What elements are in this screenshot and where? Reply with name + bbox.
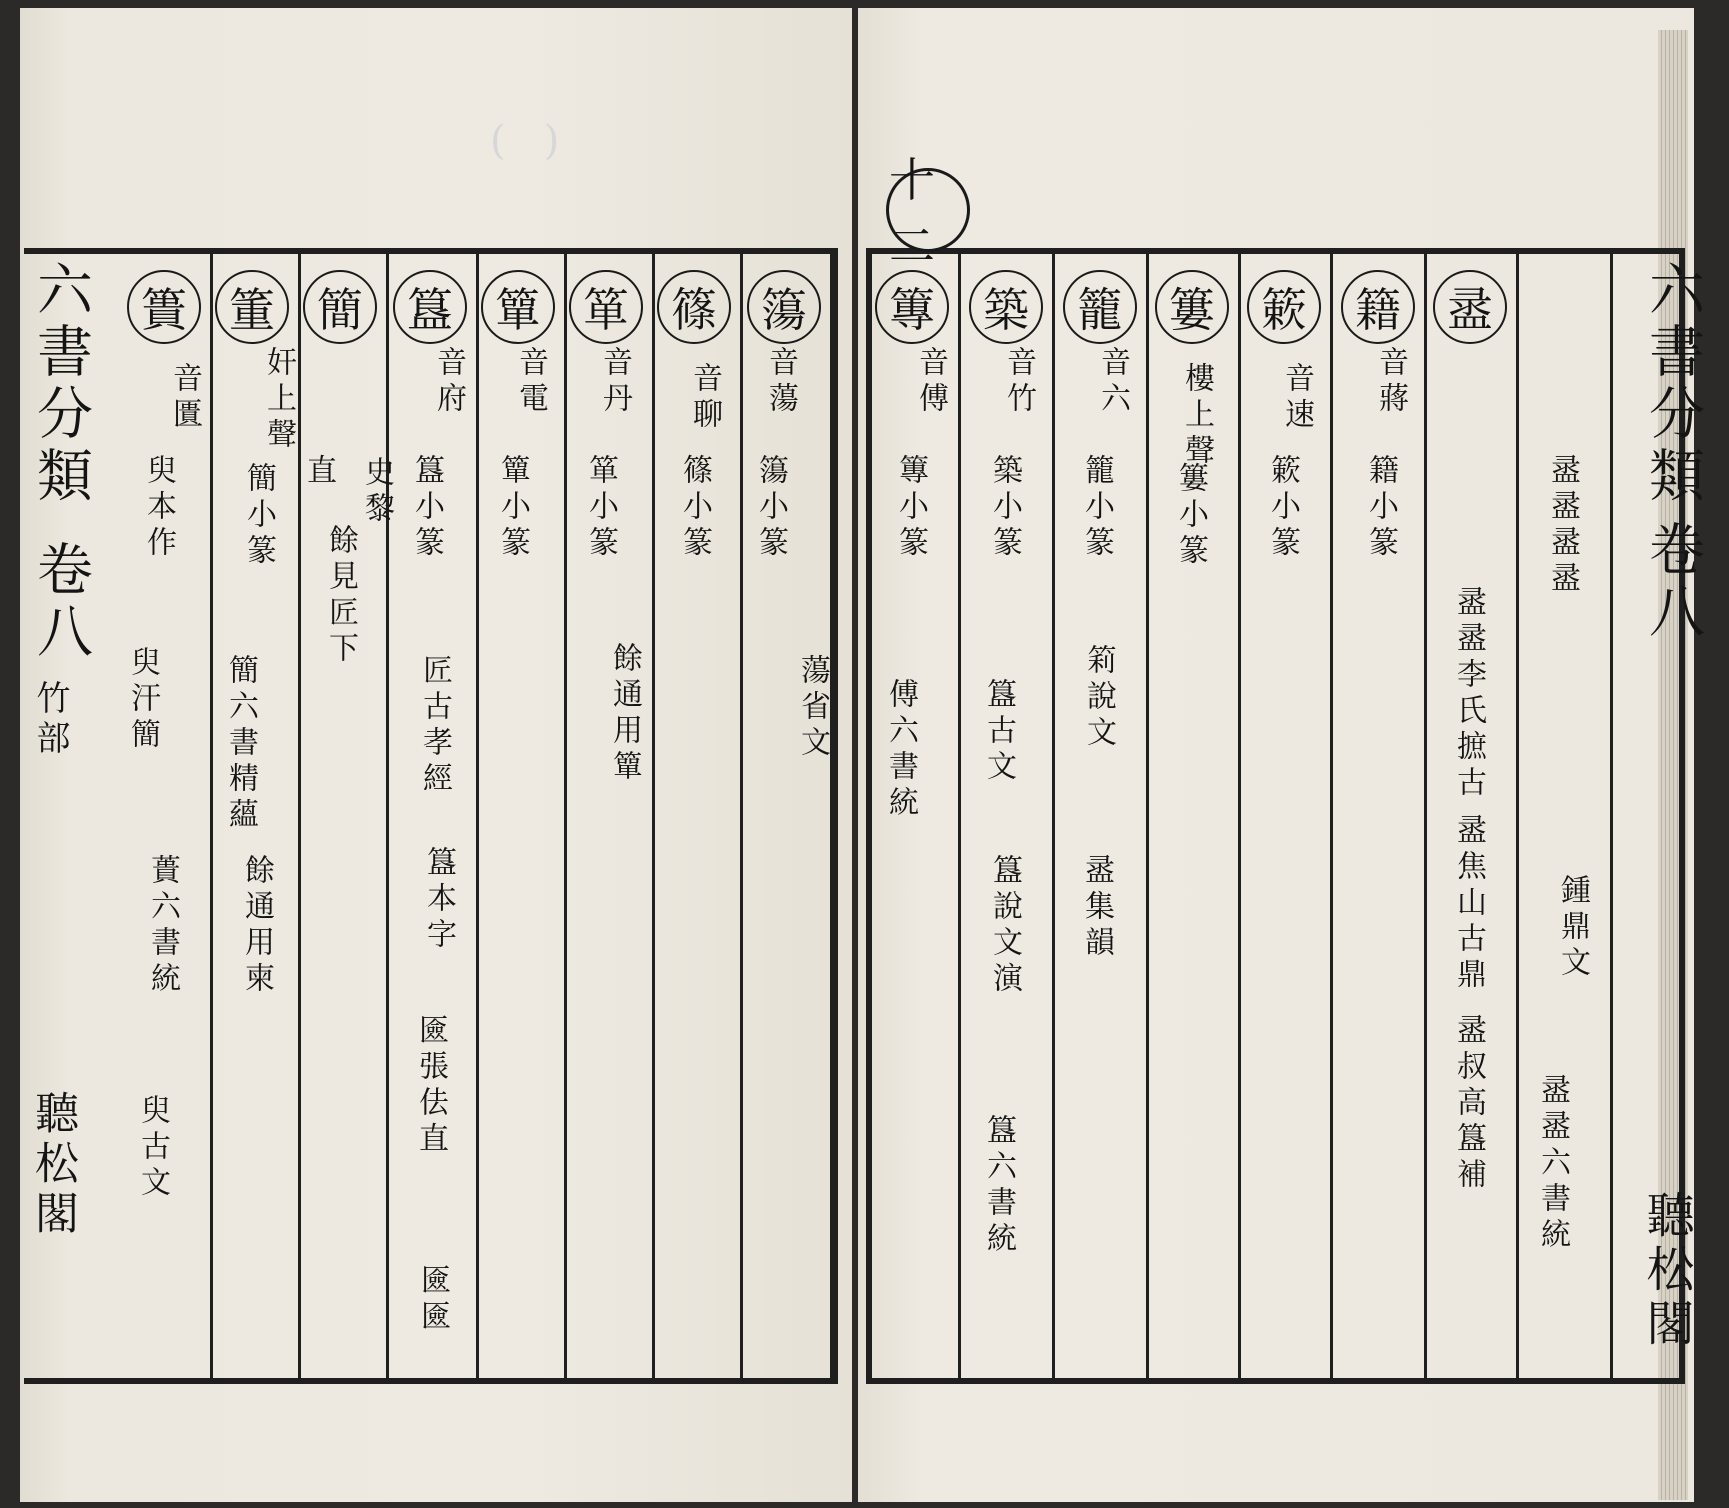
entry-text: 盝盝李氏摭古 xyxy=(1451,586,1486,802)
entry-text: 音府 xyxy=(431,346,466,418)
right_cols-column xyxy=(868,254,961,1378)
entry-headword: 簡 xyxy=(303,270,377,344)
left_cols-column xyxy=(120,254,213,1378)
left-margin-volume: 卷八 xyxy=(28,540,93,664)
bleed-through: ( ) xyxy=(490,118,560,164)
entry-text: 奸上聲 xyxy=(261,346,296,454)
entry-text: 蕢六書統 xyxy=(145,854,180,998)
left-margin-section: 竹部 xyxy=(30,680,70,760)
entry-headword: 箪 xyxy=(569,270,643,344)
entry-headword: 盝 xyxy=(1433,270,1507,344)
entry-headword: 箽 xyxy=(215,270,289,344)
right_cols-column xyxy=(1240,254,1333,1378)
right_cols-column xyxy=(1520,254,1613,1378)
entry-headword: 篠 xyxy=(657,270,731,344)
left_cols-column xyxy=(474,254,567,1378)
entry-text: 盝叔高簋補 xyxy=(1451,1014,1486,1194)
right-margin-volume: 卷八 xyxy=(1640,520,1705,644)
left_cols-column xyxy=(562,254,655,1378)
entry-text: 音丹 xyxy=(597,346,632,418)
entry-text: 蕩省文 xyxy=(795,654,830,762)
entry-text: 篠小篆 xyxy=(677,454,712,562)
entry-text: 音電 xyxy=(513,346,548,418)
entry-headword: 簌 xyxy=(1247,270,1321,344)
entry-text: 匳張佉直 xyxy=(413,1014,448,1158)
entry-headword: 篿 xyxy=(875,270,949,344)
entry-text: 盝盝盝盝 xyxy=(1545,454,1580,598)
left_cols-column xyxy=(208,254,301,1378)
entry-text: 餘見匠下 xyxy=(323,524,358,668)
entry-headword: 簞 xyxy=(481,270,555,344)
entry-text: 簡小篆 xyxy=(241,462,276,570)
entry-text: 簋小篆 xyxy=(409,454,444,562)
entry-text: 匳匳 xyxy=(415,1264,450,1336)
left_cols-column xyxy=(650,254,743,1378)
entry-text: 鍾鼎文 xyxy=(1555,874,1590,982)
entry-text: 音蔣 xyxy=(1373,346,1408,418)
entry-headword: 簣 xyxy=(127,270,201,344)
entry-text: 籠小篆 xyxy=(1079,454,1114,562)
entry-text: 樓上聲 xyxy=(1179,362,1214,470)
left_cols-column xyxy=(296,254,394,1378)
entry-text: 臾本作 xyxy=(141,454,176,562)
entry-text: 史黎 xyxy=(359,456,394,528)
entry-text: 音傅 xyxy=(913,346,948,418)
entry-headword: 籠 xyxy=(1063,270,1137,344)
entry-text: 簋說文演 xyxy=(987,854,1022,998)
entry-text: 臾古文 xyxy=(135,1094,170,1202)
entry-text: 簜小篆 xyxy=(753,454,788,562)
entry-text: 簍小篆 xyxy=(1173,462,1208,570)
entry-text: 音匱 xyxy=(167,362,202,434)
right_cols-column xyxy=(1056,254,1149,1378)
page-number: 十二 xyxy=(886,168,970,252)
entry-text: 築小篆 xyxy=(987,454,1022,562)
entry-text: 箪小篆 xyxy=(583,454,618,562)
entry-text: 盝集韻 xyxy=(1079,854,1114,962)
left_cols-column xyxy=(740,254,833,1378)
entry-text: 簋本字 xyxy=(421,846,456,954)
entry-text: 簞小篆 xyxy=(495,454,530,562)
entry-text: 籍小篆 xyxy=(1363,454,1398,562)
entry-text: 匠古孝經 xyxy=(417,654,452,798)
entry-headword: 簜 xyxy=(747,270,821,344)
entry-text: 傅六書統 xyxy=(883,678,918,822)
entry-text: 餘通用簞 xyxy=(607,642,642,786)
right-margin-publisher: 聽松閣 xyxy=(1638,1190,1694,1352)
entry-text: 音聊 xyxy=(687,362,722,434)
entry-text: 筣說文 xyxy=(1081,644,1116,752)
entry-text: 直 xyxy=(301,454,336,490)
entry-text: 臾汗簡 xyxy=(125,646,160,754)
right-margin-title: 六書分類 xyxy=(1640,260,1705,508)
right_cols-column xyxy=(962,254,1055,1378)
entry-text: 盝盝六書統 xyxy=(1535,1074,1570,1254)
left-margin-title: 六書分類 xyxy=(28,260,93,508)
entry-text: 音竹 xyxy=(1001,346,1036,418)
left-margin-publisher: 聽松閣 xyxy=(27,1090,78,1240)
entry-text: 篿小篆 xyxy=(893,454,928,562)
entry-text: 餘通用柬 xyxy=(239,854,274,998)
entry-text: 簋古文 xyxy=(981,678,1016,786)
right_cols-column xyxy=(1334,254,1427,1378)
entry-text: 盝焦山古鼎 xyxy=(1451,814,1486,994)
right_cols-column xyxy=(1148,254,1241,1378)
entry-headword: 簋 xyxy=(393,270,467,344)
entry-headword: 籍 xyxy=(1341,270,1415,344)
left_cols-column xyxy=(386,254,479,1378)
entry-headword: 築 xyxy=(969,270,1043,344)
entry-text: 音蕩 xyxy=(763,346,798,418)
entry-text: 簌小篆 xyxy=(1265,454,1300,562)
entry-text: 簡六書精蘊 xyxy=(223,654,258,834)
entry-headword: 簍 xyxy=(1155,270,1229,344)
entry-text: 音速 xyxy=(1279,362,1314,434)
entry-text: 音六 xyxy=(1095,346,1130,418)
right_cols-column xyxy=(1426,254,1519,1378)
entry-text: 簋六書統 xyxy=(981,1114,1016,1258)
